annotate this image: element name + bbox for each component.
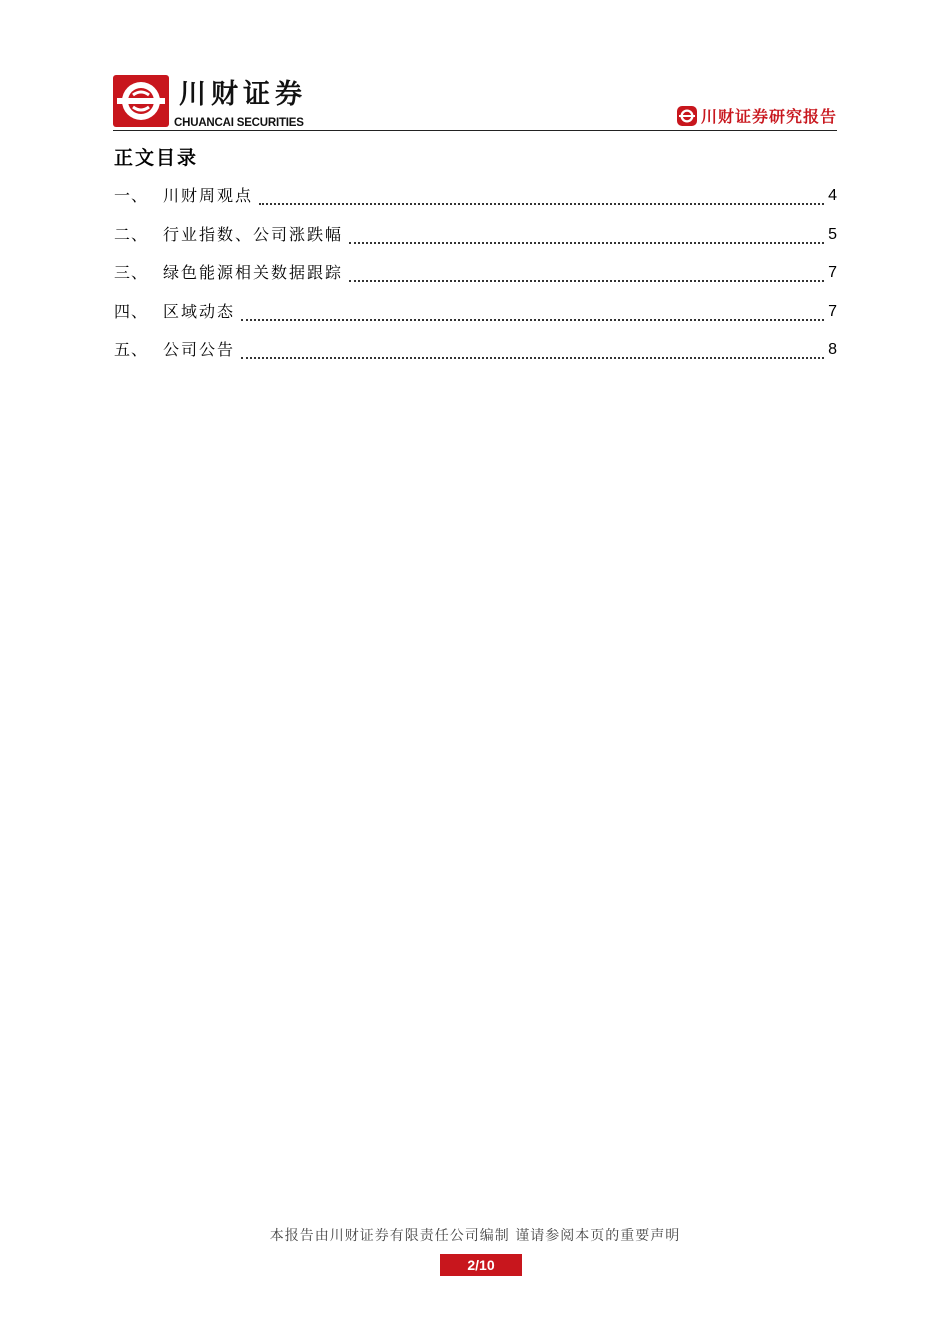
toc-item-3[interactable]	[114, 260, 837, 299]
toc-dot-leader	[241, 337, 824, 359]
toc-dot-leader	[241, 299, 824, 321]
toc-item-number: 四、	[114, 301, 149, 321]
toc-item-number: 五、	[114, 340, 149, 359]
toc-item-label: 绿色能源相关数据跟踪	[163, 263, 344, 282]
toc-item-5[interactable]	[114, 337, 837, 376]
page-header	[113, 72, 837, 132]
toc-item-page: 7	[828, 302, 837, 320]
toc-item-label: 行业指数、公司涨跌幅	[163, 224, 344, 244]
report-tag-label: 川财证券研究报告	[700, 107, 837, 126]
toc-item-label: 川财周观点	[163, 186, 254, 205]
toc-item-number: 二、	[114, 224, 149, 244]
toc-item-2[interactable]	[114, 222, 837, 261]
toc-title: 正文目录	[114, 147, 199, 169]
chuancai-logo-icon	[113, 75, 169, 127]
report-tag	[677, 104, 837, 127]
toc-item-number: 三、	[114, 263, 149, 282]
header-divider	[113, 130, 837, 131]
toc-item-4[interactable]	[114, 299, 837, 338]
toc-item-page: 5	[828, 225, 837, 243]
page-number-badge: 2/10	[440, 1254, 522, 1276]
toc-item-page: 4	[828, 187, 837, 204]
toc-item-number: 一、	[114, 186, 149, 205]
brand-name-cn: 川财证券	[179, 79, 307, 110]
toc-item-page: 7	[828, 264, 837, 281]
toc-item-1[interactable]	[114, 183, 837, 222]
footer-disclaimer: 本报告由川财证券有限责任公司编制 谨请参阅本页的重要声明	[269, 1228, 681, 1244]
chuancai-small-logo-icon	[677, 106, 697, 126]
toc-dot-leader	[349, 260, 824, 282]
toc-dot-leader	[259, 183, 824, 205]
brand-name-en: CHUANCAI SECURITIES	[174, 117, 304, 129]
toc-item-label: 公司公告	[163, 340, 236, 359]
toc-item-page: 8	[828, 341, 837, 358]
toc-dot-leader	[349, 222, 824, 244]
table-of-contents	[114, 183, 837, 376]
toc-item-label: 区域动态	[163, 301, 236, 321]
